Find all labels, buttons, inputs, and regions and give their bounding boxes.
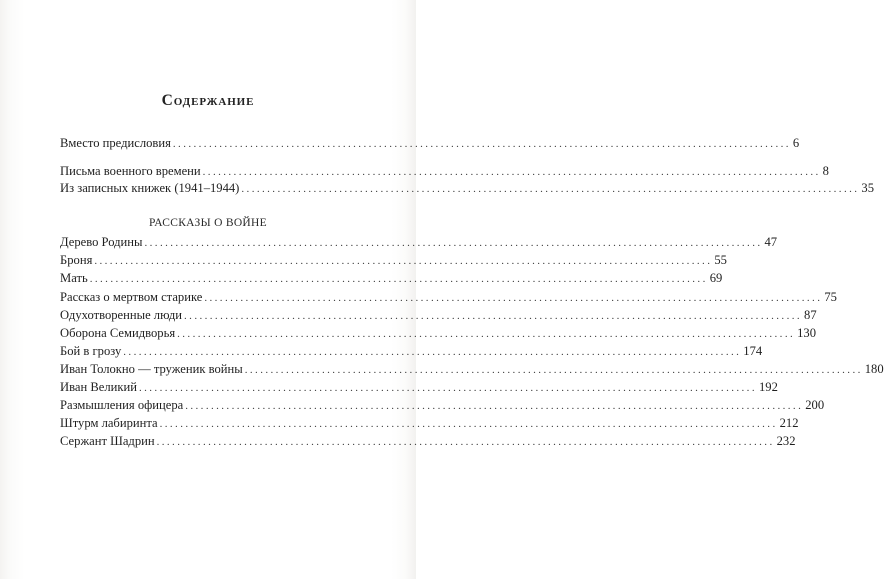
dot-leader: ........................................................................................................................ bbox=[172, 138, 791, 150]
toc-entry-page: 87 bbox=[804, 308, 817, 322]
section-title: РАССКАЗЫ О ВОЙНЕ bbox=[149, 217, 267, 229]
dot-leader: ........................................................................................................................ bbox=[202, 166, 821, 178]
toc-entry bbox=[60, 307, 817, 323]
dot-leader: ........................................................................................................................ bbox=[185, 400, 804, 412]
toc-entry bbox=[60, 415, 799, 431]
dot-leader: ........................................................................................................................ bbox=[123, 346, 742, 358]
toc-entry-page: 232 bbox=[776, 434, 796, 448]
toc-entry-title: Размышления офицера bbox=[60, 398, 184, 412]
dot-leader: ........................................................................................................................ bbox=[144, 237, 763, 249]
toc-entry-page: 55 bbox=[714, 253, 727, 267]
dot-leader: ........................................................................................................................ bbox=[89, 273, 708, 285]
toc-entry-page: 75 bbox=[824, 290, 837, 304]
toc-entry-page: 200 bbox=[805, 398, 825, 412]
toc-entry-title: Оборона Семидворья bbox=[60, 326, 176, 340]
toc-entry-title: Иван Великий bbox=[60, 380, 137, 394]
dot-leader: ........................................................................................................................ bbox=[159, 418, 778, 430]
dot-leader: ........................................................................................................................ bbox=[156, 436, 775, 448]
toc-entry bbox=[60, 343, 763, 359]
toc-entry bbox=[60, 289, 837, 305]
dot-leader: ........................................................................................................................ bbox=[241, 183, 860, 195]
toc-entry bbox=[60, 234, 778, 250]
toc-entry-title: Штурм лабиринта bbox=[60, 416, 158, 430]
dot-leader: ........................................................................................................................ bbox=[94, 255, 713, 267]
toc-entry bbox=[60, 180, 874, 196]
toc-entry bbox=[60, 397, 825, 413]
toc-entry bbox=[60, 252, 727, 268]
toc-entry-title: Письма военного времени bbox=[60, 164, 201, 178]
toc-entry bbox=[60, 361, 884, 377]
toc-entry-title: Мать bbox=[60, 271, 88, 285]
toc-entry-title: Бой в грозу bbox=[60, 344, 122, 358]
toc-entry-title: Вместо предисловия bbox=[60, 136, 171, 150]
toc-entry-title: Иван Толокно — труженик войны bbox=[60, 362, 243, 376]
toc-entry-page: 180 bbox=[864, 362, 884, 376]
toc-entry bbox=[60, 433, 796, 449]
toc-entry-title: Из записных книжек (1941–1944) bbox=[60, 181, 240, 195]
toc-entry-page: 130 bbox=[797, 326, 817, 340]
dot-leader: ........................................................................................................................ bbox=[184, 310, 803, 322]
toc-entry bbox=[60, 270, 723, 286]
toc-entry-title: Одухотворенные люди bbox=[60, 308, 183, 322]
toc-entry-page: 6 bbox=[792, 136, 800, 150]
toc-entry-page: 47 bbox=[764, 235, 778, 249]
dot-leader: ........................................................................................................................ bbox=[138, 382, 757, 394]
toc-entry-title: Дерево Родины bbox=[60, 235, 143, 249]
toc-entry-page: 174 bbox=[743, 344, 763, 358]
dot-leader: ........................................................................................................................ bbox=[244, 364, 863, 376]
toc-entry-page: 35 bbox=[861, 181, 874, 195]
toc-entry bbox=[60, 163, 829, 179]
toc-entry-title: Рассказ о мертвом старике bbox=[60, 290, 203, 304]
dot-leader: ........................................................................................................................ bbox=[177, 328, 796, 340]
contents-heading: Содержание bbox=[161, 92, 255, 109]
toc-entry-title: Броня bbox=[60, 253, 93, 267]
toc-entry-page: 8 bbox=[822, 164, 829, 178]
toc-entry-page: 192 bbox=[758, 380, 778, 394]
toc-entry bbox=[60, 135, 800, 151]
toc-entry-page: 69 bbox=[709, 271, 723, 285]
toc-entry bbox=[60, 379, 778, 395]
dot-leader: ........................................................................................................................ bbox=[204, 292, 823, 304]
toc-entry-page: 212 bbox=[779, 416, 799, 430]
toc-entry bbox=[60, 325, 817, 341]
toc-entry-title: Сержант Шадрин bbox=[60, 434, 155, 448]
